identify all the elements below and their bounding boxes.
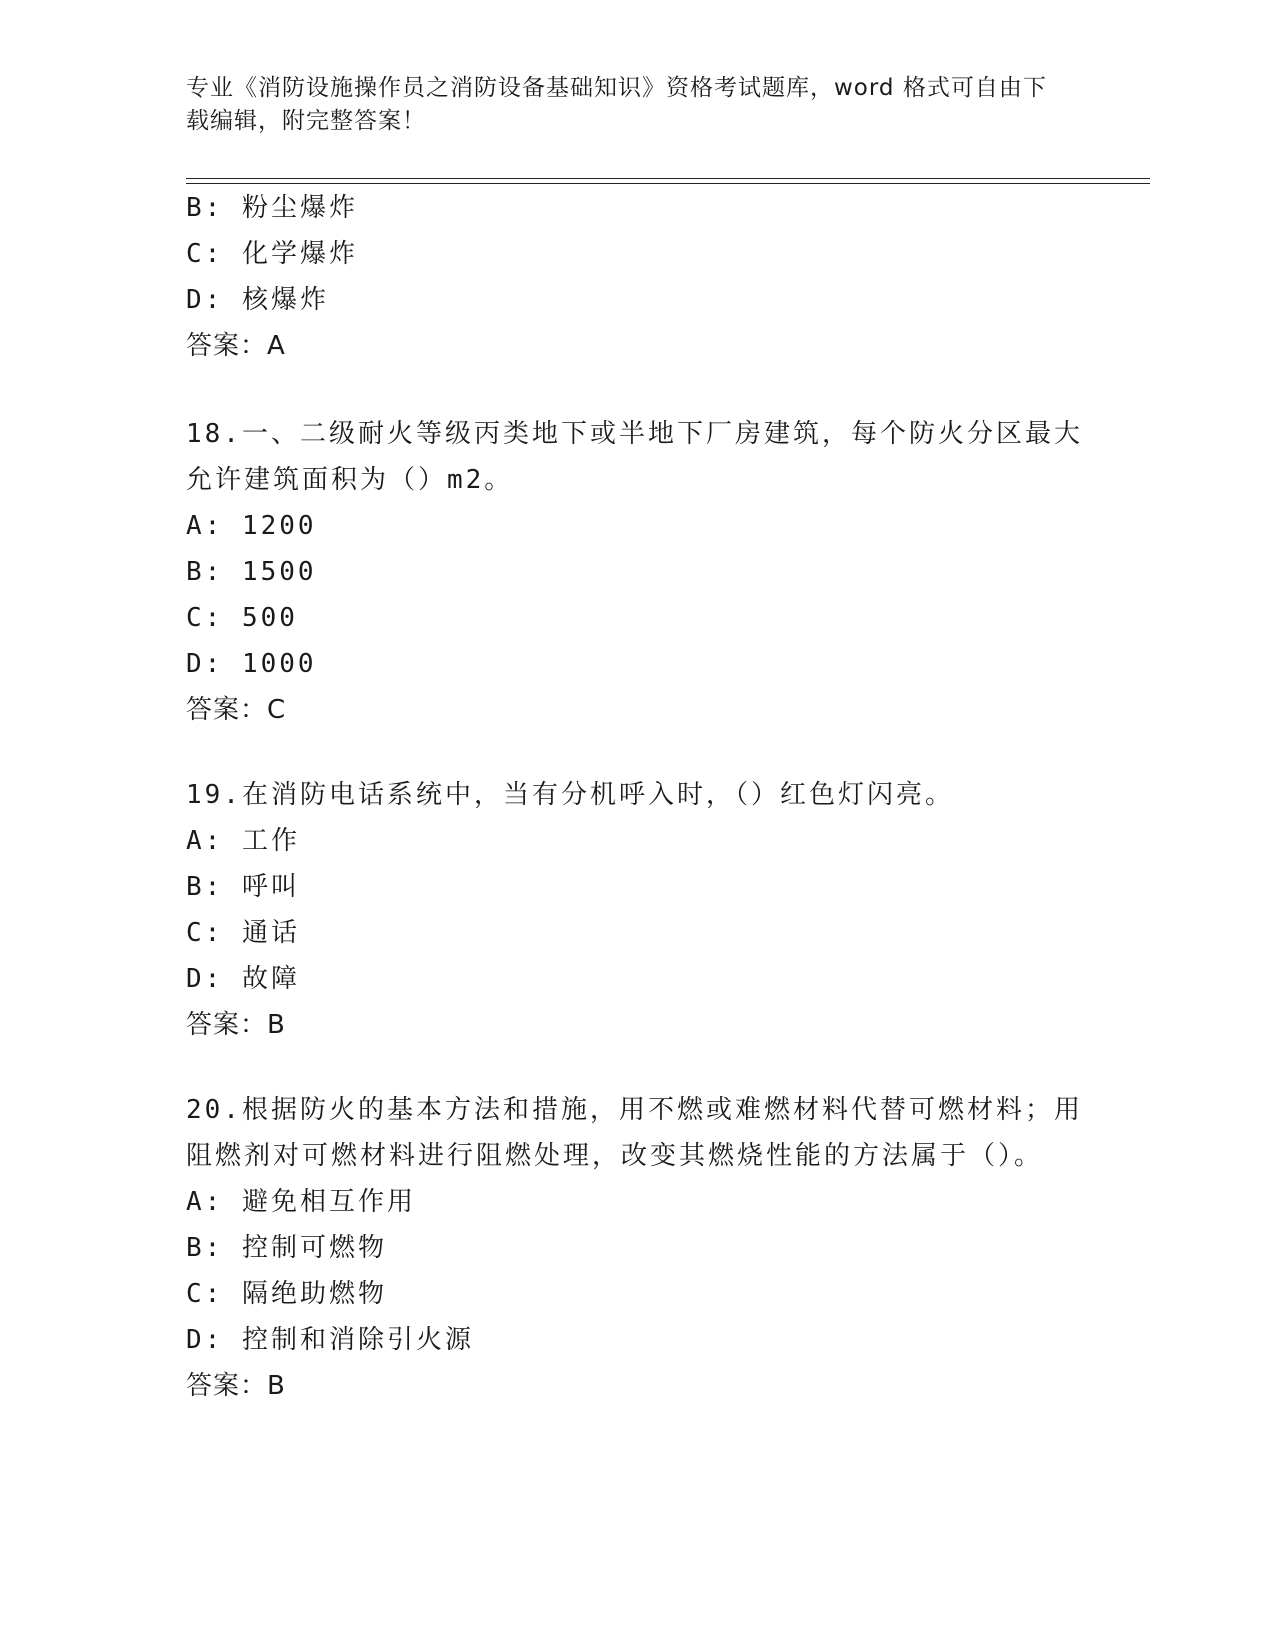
option-c: C: 隔绝助燃物 (186, 1279, 387, 1309)
question-19 (186, 772, 1086, 1048)
option-b: B: 粉尘爆炸 (186, 193, 358, 223)
question-stem-line-1: 18.一、二级耐火等级丙类地下或半地下厂房建筑，每个防火分区最大 (186, 419, 1083, 449)
option-b: B: 1500 (186, 557, 317, 587)
question-stem-line-2: 阻燃剂对可燃材料进行阻燃处理，改变其燃烧性能的方法属于（）。 (186, 1141, 1044, 1171)
question-20 (186, 1087, 1086, 1409)
option-d: D: 控制和消除引火源 (186, 1325, 474, 1355)
header-line-2: 载编辑，附完整答案！ (186, 108, 426, 134)
option-a: A: 1200 (186, 511, 317, 541)
option-b: B: 控制可燃物 (186, 1233, 387, 1263)
question-stem-line-2: 允许建筑面积为（）m2。 (186, 465, 514, 495)
option-d: D: 核爆炸 (186, 285, 329, 315)
option-d: D: 1000 (186, 649, 317, 679)
option-a: A: 工作 (186, 826, 300, 856)
header-line-1: 专业《消防设施操作员之消防设备基础知识》资格考试题库，word 格式可自由下 (186, 75, 1047, 101)
answer-label: 答案：B (186, 1371, 286, 1401)
document-header (186, 72, 1066, 138)
option-a: A: 避免相互作用 (186, 1187, 416, 1217)
header-divider-bottom (186, 183, 1150, 184)
option-d: D: 故障 (186, 964, 300, 994)
question-stem-line-1: 20.根据防火的基本方法和措施，用不燃或难燃材料代替可燃材料；用 (186, 1095, 1083, 1125)
header-divider-top (186, 178, 1150, 179)
question-stem-line-1: 19.在消防电话系统中，当有分机呼入时，（）红色灯闪亮。 (186, 780, 954, 810)
option-c: C: 500 (186, 603, 298, 633)
question-17-tail (186, 185, 1086, 369)
option-b: B: 呼叫 (186, 872, 300, 902)
answer-label: 答案：A (186, 331, 286, 361)
option-c: C: 通话 (186, 918, 300, 948)
answer-label: 答案：C (186, 695, 287, 725)
answer-label: 答案：B (186, 1010, 286, 1040)
option-c: C: 化学爆炸 (186, 239, 358, 269)
question-18 (186, 411, 1086, 733)
